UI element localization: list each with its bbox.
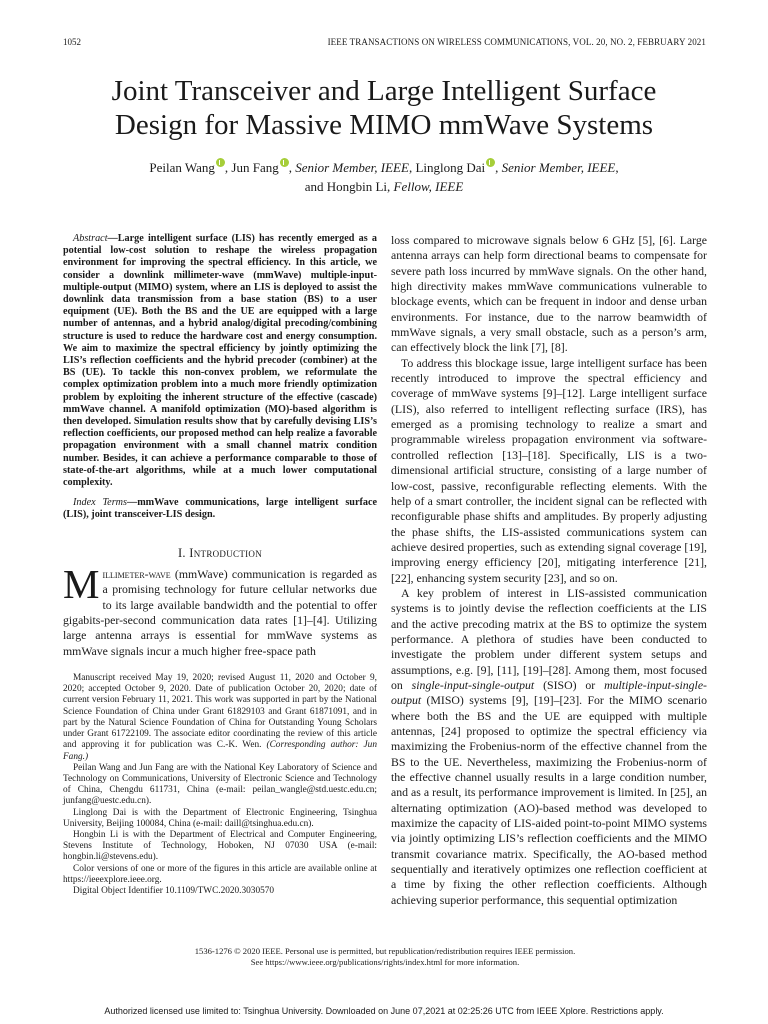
author-name: Linglong Dai bbox=[415, 160, 486, 175]
index-terms-label: Index Terms bbox=[73, 497, 127, 509]
copyright-line: See https://www.ieee.org/publications/rights/index.html for more information. bbox=[250, 957, 520, 967]
author-line-1: Peilan Wang , Jun Fang , Senior Member, IEEE, Linglong Dai , Senior Member, IEEE, bbox=[149, 160, 619, 175]
footnote-color-note: Color versions of one or more of the figures in this article are available online at https://ieeexplore.ieee.org. bbox=[63, 863, 377, 885]
author-role: Fellow, IEEE bbox=[393, 179, 464, 194]
author-list bbox=[40, 158, 728, 196]
intro-text: (mmWave) communication is regarded as a promising technology for future cellular networks due to its large available bandwidth and the potential to offer gigabits-per-second communication data rates [1]–[4]. Utilizing large antenna arrays is essential for mmWave systems as mmWave signals incur a much higher free-space path bbox=[63, 567, 377, 658]
body-italic: multiple-input-single-output bbox=[391, 677, 707, 708]
journal-header: IEEE TRANSACTIONS ON WIRELESS COMMUNICATIONS, VOL. 20, NO. 2, FEBRUARY 2021 bbox=[327, 37, 706, 47]
right-column bbox=[391, 233, 707, 908]
body-paragraph bbox=[391, 586, 707, 908]
page-number: 1052 bbox=[63, 37, 81, 47]
em-dash: — bbox=[107, 233, 118, 244]
body-text: (SISO) or bbox=[534, 677, 605, 692]
orcid-icon[interactable] bbox=[486, 158, 495, 167]
left-column bbox=[63, 233, 377, 897]
body-text: (MISO) systems [9], [19]–[23]. For the MIMO scenario where both the BS and the UE are equipped with multiple antennas, [24] proposed to optimize the spectral efficiency via maximizing the Frobenius-norm of the effective channel from the BS to the UE. Nevertheless, maximizing the Frobenius-norm of the effective channel usually results in a large condition number, and as a result, its performance improvement is limited. In [25], an alternating optimization (AO)-based method was developed to maximize the capacity of LIS-aided point-to-point MIMO systems via jointly optimizing LIS’s reflection coefficients and the MIMO transmit covariance matrix. Specifically, the AO-based method sequentially and iteratively optimizes one reflection coefficient at a time by fixing the other reflection coefficients. Although achieving superior performance, this sequential optimization bbox=[391, 693, 707, 907]
abstract bbox=[63, 233, 377, 489]
footnote-affiliation: Hongbin Li is with the Department of Electrical and Computer Engineering, Stevens Institute of Technology, Hoboken, NJ 07030 USA (e-mail: hongbin.li@stevens.edu). bbox=[63, 829, 377, 863]
license-footer: Authorized licensed use limited to: Tsinghua University. Downloaded on June 07,2021 at 02:25:26 UTC from IEEE Xplore. Restrictions apply. bbox=[104, 1006, 664, 1016]
body-italic: single-input-single-output bbox=[411, 677, 535, 692]
author-line-2: and Hongbin Li, Fellow, IEEE bbox=[304, 179, 464, 194]
body-paragraph: To address this blockage issue, large intelligent surface has been recently introduced to improve the spectral efficiency and coverage of mmWave systems [9]–[12]. Large intelligent surface (LIS), also referred to intelligent reflecting surface (IRS), has emerged as a promising technology to realize a smart and programmable wireless propagation environment via software-controlled reflection [13]–[18]. Specifically, LIS is a two-dimensional artificial structure, consisting of a large number of low-cost, passive, reconfigurable reflecting elements. With the help of a smart controller, the incident signal can be reflected with reconfigurable phase shifts and amplitudes. By properly adjusting the phase shifts, the LIS-assisted communications system can achieve desired properties, such as extending signal coverage [19], improving energy efficiency [20], mitigating interference [21], [22], enhancing system security [23], and so on. bbox=[391, 355, 707, 585]
footnotes bbox=[63, 673, 377, 897]
title-line-1: Joint Transceiver and Large Intelligent Surface bbox=[111, 75, 657, 107]
author-name: Peilan Wang bbox=[149, 160, 215, 175]
index-terms bbox=[63, 497, 377, 521]
abstract-text: Large intelligent surface (LIS) has recently emerged as a potential low-cost solution to reshape the wireless propagation environment for improving the spectral efficiency. In this article, we consider a downlink millimeter-wave (mmWave) multiple-input-multiple-output (MIMO) system, where an LIS is deployed to assist the downlink data transmission from a base station (BS) to a user equipment (UE). Both the BS and the UE are equipped with a large number of antennas, and a hybrid analog/digital precoding/combining structure is used to reduce the hardware cost and energy consumption. We aim to maximize the spectral efficiency by jointly optimizing the LIS’s reflection coefficients and the hybrid precoder (combiner) at the BS (UE). To tackle this non-convex problem, we reformulate the complex optimization problem into a much more friendly optimization problem by exploiting the inherent structure of the effective (cascade) mmWave channel. A manifold optimization (MO)-based algorithm is then developed. Simulation results show that by carefully devising LIS’s reflection coefficients, our proposed method can help realize a favorable propagation environment with a small channel matrix condition number. Besides, it can achieve a performance comparable to those of state-of-the-art algorithms, while at a much lower computational complexity. bbox=[63, 233, 377, 489]
abstract-label: Abstract bbox=[73, 233, 108, 244]
body-text: A key problem of interest in LIS-assisted communication systems is to jointly devise the reflection coefficients at the LIS and the active precoding matrix at the BS to optimize the system performance. A plethora of studies have been conducted to investigate the problem under different system setups and assumptions, e.g. [9], [11], [19]–[28]. Among them, most focused on bbox=[391, 585, 707, 692]
title-line-2: Design for Massive MIMO mmWave Systems bbox=[114, 109, 654, 141]
drop-cap: M bbox=[63, 561, 100, 608]
orcid-icon[interactable] bbox=[280, 158, 289, 167]
corresponding-author: (Corresponding author: Jun Fang.) bbox=[63, 740, 377, 762]
drop-cap-word: illimeter-wave bbox=[102, 567, 171, 582]
author-role: Senior Member, IEEE bbox=[295, 160, 409, 175]
body-paragraph: loss compared to microwave signals below 6 GHz [5], [6]. Large antenna arrays can help form directional beams to compensate for severe path loss incurred by mmWave signals. On the other hand, high directivity makes mmWave communications vulnerable to blockage events, which can be frequent in indoor and dense urban environments. For instance, due to the narrow beamwidth of mmWave signals, a very small obstacle, such as a person’s arm, can effectively block the link [7], [8]. bbox=[391, 233, 707, 355]
author-name: Jun Fang bbox=[231, 160, 279, 175]
section-heading: I. Introduction bbox=[177, 545, 263, 560]
footnote-affiliation: Peilan Wang and Jun Fang are with the National Key Laboratory of Science and Technology on Communications, University of Electronic Science and Technology of China, Chengdu 611731, China (e-mail: peilan_wangle@std.uestc.edu.cn; junfang@uestc.edu.cn). bbox=[63, 762, 377, 807]
paper-title bbox=[40, 74, 728, 142]
copyright-line: 1536-1276 © 2020 IEEE. Personal use is permitted, but republication/redistribution requires IEEE permission. bbox=[194, 946, 576, 956]
em-dash: — bbox=[127, 497, 138, 509]
copyright-notice bbox=[63, 946, 707, 968]
orcid-icon[interactable] bbox=[216, 158, 225, 167]
author-role: Senior Member, IEEE bbox=[501, 160, 616, 175]
footnote-text: Manuscript received May 19, 2020; revised August 11, 2020 and October 9, 2020; accepted October 9, 2020. Date of publication October 20, 2020; date of current version February 11, 2021. This work was supported in part by the National Science Foundation of China under Grant 61829103 and Grant 61871091, and in part by the Natural Science Foundation of China for Outstanding Young Scholars under Grant 61722109. The associate editor coordinating the review of this article and approving it for publication was C.-K. Wen. bbox=[63, 673, 377, 751]
footnote-affiliation: Linglong Dai is with the Department of Electronic Engineering, Tsinghua University, Beijing 100084, China (e-mail: daill@tsinghua.edu.cn). bbox=[63, 807, 377, 829]
footnote-manuscript bbox=[63, 673, 377, 763]
index-terms-text: mmWave communications, large intelligent surface (LIS), joint transceiver-LIS design. bbox=[63, 497, 377, 521]
intro-paragraph bbox=[63, 561, 377, 659]
author-name: and Hongbin Li bbox=[304, 179, 388, 194]
footnote-doi: Digital Object Identifier 10.1109/TWC.2020.3030570 bbox=[73, 885, 275, 896]
